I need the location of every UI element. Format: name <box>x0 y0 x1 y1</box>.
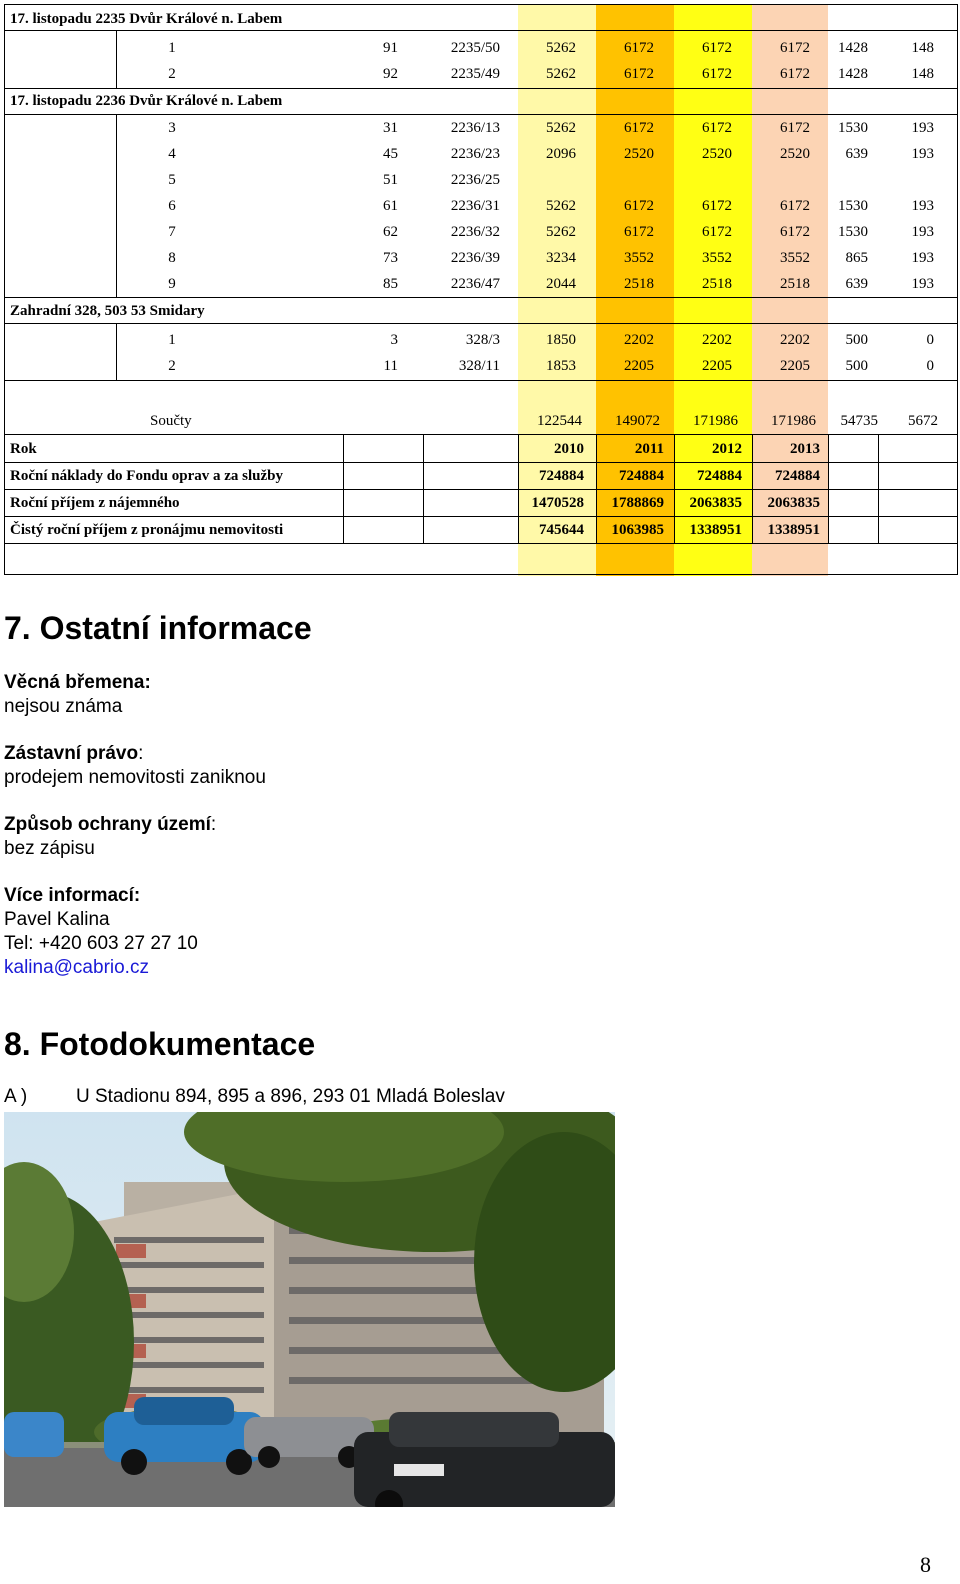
table-cell: 193 <box>911 224 934 240</box>
table-cell: 6172 <box>702 120 732 136</box>
summary-row-income <box>0 490 960 516</box>
table-cell: 3552 <box>702 250 732 266</box>
sum-cell: 171986 <box>693 413 738 429</box>
easements-label: Věcná břemena: <box>4 672 151 693</box>
protection-colon: : <box>210 814 217 835</box>
table-cell: 2236/39 <box>450 250 500 266</box>
table-cell: 328/11 <box>458 358 500 374</box>
summary-cell: 1788869 <box>611 495 664 511</box>
table-cell: 92 <box>383 66 398 82</box>
table-cell: 73 <box>383 250 398 266</box>
summary-cell: 1338951 <box>767 522 820 538</box>
summary-label: Rok <box>10 441 37 457</box>
sum-cell: 122544 <box>537 413 582 429</box>
sum-cell: 149072 <box>615 413 660 429</box>
table-cell: 3 <box>390 332 398 348</box>
table-cell: 6172 <box>702 40 732 56</box>
table-cell: 5262 <box>546 198 576 214</box>
table-cell: 1530 <box>838 198 868 214</box>
table-rule <box>4 380 958 381</box>
summary-label: Roční příjem z nájemného <box>10 495 180 511</box>
summary-cell: 724884 <box>775 468 820 484</box>
summary-label: Roční náklady do Fondu oprav a za služby <box>10 468 283 484</box>
summary-row-costs <box>0 463 960 489</box>
lien-label: Zástavní právo <box>4 743 139 764</box>
table-cell: 6172 <box>780 40 810 56</box>
summary-cell: 724884 <box>539 468 584 484</box>
table-cell: 45 <box>383 146 398 162</box>
table-cell: 639 <box>845 276 868 292</box>
summary-cell: 1063985 <box>611 522 664 538</box>
summary-cell: 2063835 <box>689 495 742 511</box>
table-cell: 2518 <box>624 276 654 292</box>
table-cell: 1530 <box>838 120 868 136</box>
table-cell: 6172 <box>624 66 654 82</box>
table-cell: 0 <box>926 332 934 348</box>
table-cell: 31 <box>383 120 398 136</box>
group-title: 17. listopadu 2236 Dvůr Králové n. Labem <box>10 93 283 109</box>
summary-cell: 2011 <box>634 441 664 457</box>
summary-cell: 2063835 <box>767 495 820 511</box>
summary-cell: 724884 <box>697 468 742 484</box>
summary-cell: 1470528 <box>531 495 584 511</box>
section-8-heading: 8. Fotodokumentace <box>4 1026 316 1062</box>
table-cell: 193 <box>911 146 934 162</box>
table-cell: 193 <box>911 198 934 214</box>
group-title: 17. listopadu 2235 Dvůr Králové n. Labem <box>10 11 283 27</box>
table-cell: 2205 <box>780 358 810 374</box>
easements-value: nejsou známa <box>4 696 123 717</box>
protection-value: bez zápisu <box>4 838 95 859</box>
table-cell: 6172 <box>780 66 810 82</box>
table-cell: 2236/31 <box>450 198 500 214</box>
table-cell: 4 <box>168 146 176 162</box>
table-cell: 2044 <box>546 276 576 292</box>
table-cell: 51 <box>383 172 398 188</box>
table-cell: 6172 <box>780 224 810 240</box>
table-row <box>0 61 960 87</box>
table-cell: 193 <box>911 250 934 266</box>
table-cell: 6172 <box>624 224 654 240</box>
table-cell: 2518 <box>702 276 732 292</box>
group-title: Zahradní 328, 503 53 Smidary <box>10 303 205 319</box>
table-row <box>0 193 960 219</box>
sum-cell: 5672 <box>908 413 938 429</box>
table-cell: 2236/47 <box>450 276 500 292</box>
contact-phone: Tel: +420 603 27 27 10 <box>4 933 198 954</box>
table-cell: 5262 <box>546 120 576 136</box>
table-cell: 91 <box>383 40 398 56</box>
table-cell: 2205 <box>702 358 732 374</box>
summary-cell: 745644 <box>539 522 584 538</box>
table-row <box>0 271 960 297</box>
table-cell: 500 <box>845 358 868 374</box>
table-row <box>0 141 960 167</box>
table-cell: 2202 <box>624 332 654 348</box>
table-cell: 3 <box>168 120 176 136</box>
table-row <box>0 353 960 379</box>
table-cell: 6172 <box>702 198 732 214</box>
table-cell: 1850 <box>546 332 576 348</box>
table-cell: 2236/23 <box>450 146 500 162</box>
table-cell: 1853 <box>546 358 576 374</box>
table-cell: 0 <box>926 358 934 374</box>
table-cell: 2 <box>168 66 176 82</box>
sum-cell: 171986 <box>771 413 816 429</box>
table-cell: 193 <box>911 276 934 292</box>
table-cell: 6172 <box>624 120 654 136</box>
table-cell: 2 <box>168 358 176 374</box>
contact-email-link[interactable]: kalina@cabrio.cz <box>4 957 149 978</box>
table-cell: 1 <box>168 40 176 56</box>
summary-label: Čistý roční příjem z pronájmu nemovitosti <box>10 522 284 538</box>
table-row <box>0 245 960 271</box>
table-cell: 6172 <box>780 198 810 214</box>
page-number: 8 <box>920 1552 931 1577</box>
table-cell: 193 <box>911 120 934 136</box>
table-cell: 3552 <box>624 250 654 266</box>
table-cell: 2520 <box>624 146 654 162</box>
table-cell: 500 <box>845 332 868 348</box>
table-cell: 6172 <box>702 224 732 240</box>
table-rule <box>4 434 958 435</box>
table-cell: 11 <box>383 358 398 374</box>
table-cell: 3552 <box>780 250 810 266</box>
lien-label-line <box>4 743 143 765</box>
lien-value: prodejem nemovitosti zaniknou <box>4 767 266 788</box>
table-row <box>0 35 960 61</box>
table-cell: 9 <box>168 276 176 292</box>
photo-item-address: U Stadionu 894, 895 a 896, 293 01 Mladá Boleslav <box>76 1086 505 1107</box>
table-cell: 2236/13 <box>450 120 500 136</box>
table-cell: 6172 <box>780 120 810 136</box>
table-cell: 5262 <box>546 66 576 82</box>
table-cell: 2202 <box>702 332 732 348</box>
table-cell: 865 <box>845 250 868 266</box>
table-row <box>0 327 960 353</box>
table-cell: 6172 <box>702 66 732 82</box>
table-cell: 5262 <box>546 224 576 240</box>
table-cell: 639 <box>845 146 868 162</box>
contact-label: Více informací: <box>4 885 141 906</box>
table-cell: 5262 <box>546 40 576 56</box>
table-cell: 62 <box>383 224 398 240</box>
summary-cell: 2012 <box>712 441 742 457</box>
table-cell: 5 <box>168 172 176 188</box>
table-cell: 6172 <box>624 198 654 214</box>
summary-cell: 2010 <box>554 441 584 457</box>
summary-row-year <box>0 436 960 462</box>
protection-label-line <box>4 814 216 836</box>
table-cell: 1530 <box>838 224 868 240</box>
table-row <box>0 219 960 245</box>
protection-label: Způsob ochrany území <box>4 814 211 835</box>
table-row <box>0 167 960 193</box>
table-cell: 7 <box>168 224 176 240</box>
table-cell: 61 <box>383 198 398 214</box>
table-cell: 2202 <box>780 332 810 348</box>
table-row <box>0 115 960 141</box>
table-cell: 6172 <box>624 40 654 56</box>
summary-row-net <box>0 517 960 543</box>
summary-cell: 724884 <box>619 468 664 484</box>
sum-cell: 54735 <box>840 413 878 429</box>
table-cell: 148 <box>911 40 934 56</box>
table-cell: 1428 <box>838 40 868 56</box>
table-cell: 8 <box>168 250 176 266</box>
table-cell: 2205 <box>624 358 654 374</box>
table-cell: 2236/25 <box>450 172 500 188</box>
table-cell: 6 <box>168 198 176 214</box>
building-photo <box>4 1112 615 1507</box>
table-rule <box>4 543 958 544</box>
table-cell: 2518 <box>780 276 810 292</box>
summary-cell: 1338951 <box>689 522 742 538</box>
section-7-heading: 7. Ostatní informace <box>4 610 312 646</box>
summary-cell: 2013 <box>790 441 820 457</box>
table-cell: 3234 <box>546 250 576 266</box>
table-cell: 2096 <box>546 146 576 162</box>
table-cell: 2520 <box>702 146 732 162</box>
lien-colon: : <box>138 743 144 764</box>
sums-row <box>0 408 960 434</box>
table-cell: 85 <box>383 276 398 292</box>
table-cell: 2236/32 <box>450 224 500 240</box>
table-cell: 328/3 <box>465 332 500 348</box>
sums-label: Součty <box>150 413 192 429</box>
table-cell: 1428 <box>838 66 868 82</box>
table-cell: 1 <box>168 332 176 348</box>
contact-name: Pavel Kalina <box>4 909 110 930</box>
table-cell: 148 <box>911 66 934 82</box>
table-cell: 2520 <box>780 146 810 162</box>
photo-item-marker: A ) <box>4 1086 28 1107</box>
table-cell: 2235/50 <box>450 40 500 56</box>
table-cell: 2235/49 <box>450 66 500 82</box>
